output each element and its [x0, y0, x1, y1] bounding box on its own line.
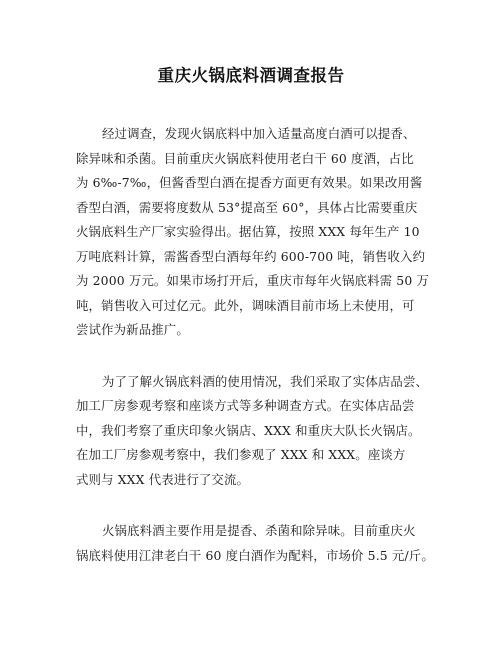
paragraph-line: 为 2000 万元。如果市场打开后，重庆市每年火锅底料需 50 万: [76, 273, 429, 288]
paragraph-line: 加工厂房参观考察和座谈方式等多种调查方式。在实体店品尝: [76, 398, 415, 413]
paragraph-1: [76, 122, 436, 343]
paragraph-gap: [76, 343, 436, 370]
paragraph-line: 式则与 XXX 代表进行了交流。: [76, 471, 250, 487]
paragraph-line: 除异味和杀菌。目前重庆火锅底料使用老白干 60 度酒，占比: [76, 150, 414, 166]
paragraph-line: 火锅底料酒主要作用是提香、杀菌和除异味。目前重庆火: [102, 523, 416, 538]
paragraph-line: 火锅底料生产厂家实验得出。据估算，按照 XXX 每年生产 10: [76, 224, 420, 239]
paragraph-2: [76, 370, 436, 493]
document-body: [76, 122, 436, 568]
paragraph-line: 万吨底料计算，需酱香型白酒每年约 600-700 吨，销售收入约: [76, 248, 426, 264]
paragraph-gap: [76, 492, 436, 519]
paragraph-3: [76, 519, 436, 568]
paragraph-line: 尝试作为新品推广。: [76, 322, 189, 337]
paragraph-line: 中，我们考察了重庆印象火锅店、XXX 和重庆大队长火锅店。: [76, 422, 421, 438]
paragraph-line: 锅底料使用江津老白干 60 度白酒作为配料，市场价 5.5 元/斤。: [76, 547, 434, 563]
paragraph-line: 在加工厂房参观考察中，我们参观了 XXX 和 XXX。座谈方: [76, 447, 406, 462]
paragraph-line: 香型白酒，需要将度数从 53°提高至 60°，具体占比需要重庆: [76, 199, 418, 215]
paragraph-line: 经过调查，发现火锅底料中加入适量高度白酒可以提香、: [102, 126, 416, 141]
paragraph-line: 为了了解火锅底料酒的使用情况，我们采取了实体店品尝、: [102, 373, 429, 389]
document-title: 重庆火锅底料酒调查报告: [157, 66, 345, 85]
paragraph-line: 吨，销售收入可过亿元。此外，调味酒目前市场上未使用，可: [76, 297, 415, 313]
paragraph-line: 为 6‰-7‰，但酱香型白酒在提香方面更有效果。如果改用酱: [76, 175, 423, 190]
